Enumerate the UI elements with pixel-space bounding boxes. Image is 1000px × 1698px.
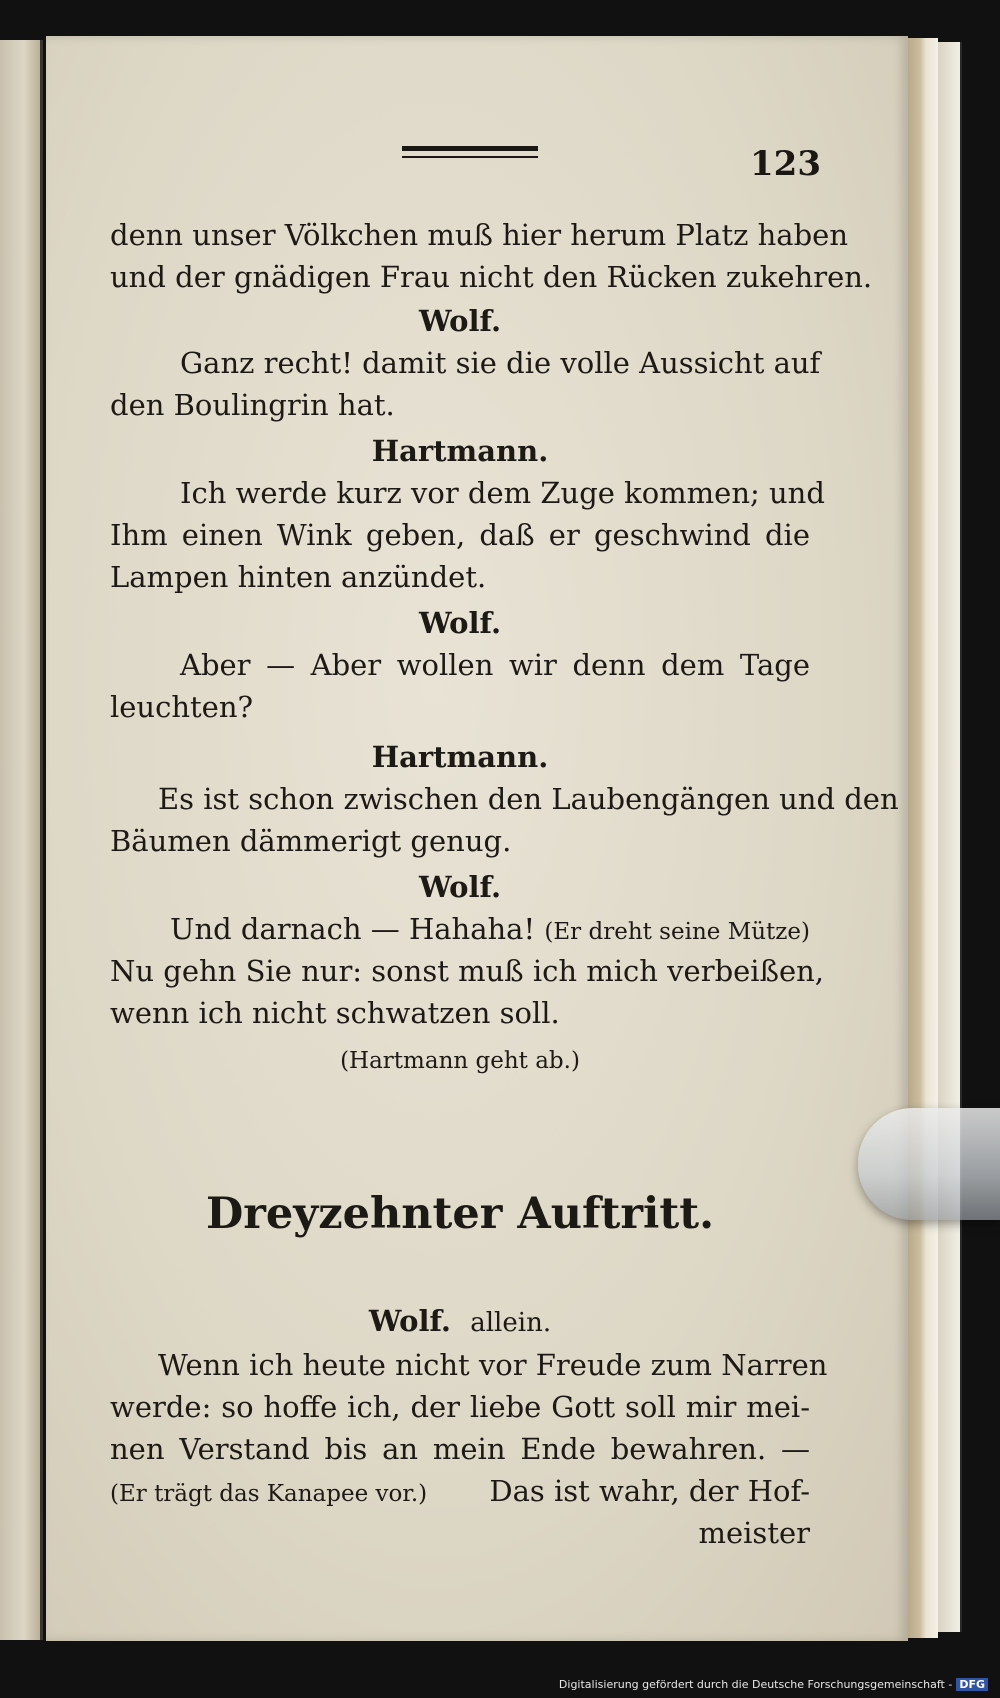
text-line <box>110 1302 810 1342</box>
dfg-logo: DFG <box>956 1678 988 1691</box>
page-clip <box>858 1108 1000 1220</box>
text-line: Wenn ich heute nicht vor Freude zum Narren <box>158 1348 828 1382</box>
left-page-edge <box>0 40 43 1640</box>
text-line: Nu gehn Sie nur: sonst muß ich mich verbeißen, <box>110 954 824 988</box>
scene-heading: Dreyzehnter Auftritt. <box>205 1189 715 1239</box>
text-line: Aber — Aber wollen wir denn dem Tage <box>180 648 810 682</box>
speaker-name: Hartmann. <box>371 740 549 774</box>
text-line: und der gnädigen Frau nicht den Rücken zukehren. <box>110 260 873 294</box>
text-line: Ganz recht! damit sie die volle Aussicht auf <box>180 346 821 380</box>
text-line: nen Verstand bis an mein Ende bewahren. — <box>110 1432 810 1466</box>
text-line: den Boulingrin hat. <box>110 388 395 422</box>
text-line: Ich werde kurz vor dem Zuge kommen; und <box>180 476 825 510</box>
text-line: leuchten? <box>110 690 254 724</box>
speaker-name: Wolf. <box>418 304 502 338</box>
digitization-footer <box>0 1678 988 1691</box>
stage-direction: (Er dreht seine Mütze) <box>544 919 810 945</box>
speaker-name: Wolf. <box>418 606 502 640</box>
speaker-name: Hartmann. <box>371 434 549 468</box>
header-rule <box>402 146 538 158</box>
dialogue-text: Das ist wahr, der Hof- <box>489 1474 810 1508</box>
text-line: Bäumen dämmerigt genug. <box>110 824 512 858</box>
footer-text: Digitalisierung gefördert durch die Deutsche Forschungsgemeinschaft - <box>558 1678 953 1691</box>
page-number: 123 <box>750 144 821 184</box>
catchword: meister <box>698 1516 810 1550</box>
speaker-name: Wolf. <box>418 870 502 904</box>
stage-direction: allein. <box>470 1308 552 1338</box>
page-stack-edge-outer <box>938 42 962 1632</box>
text-line: Lampen hinten anzündet. <box>110 560 487 594</box>
speaker-name: Wolf. <box>368 1304 452 1338</box>
text-line: Es ist schon zwischen den Laubengängen und den <box>158 782 899 816</box>
text-line: Ihm einen Wink geben, daß er geschwind die <box>110 518 810 552</box>
page-stack-edge <box>908 38 938 1638</box>
text-line <box>110 1472 810 1513</box>
text-line <box>110 910 810 951</box>
text-line: denn unser Völkchen muß hier herum Platz haben <box>110 218 848 252</box>
text-line: wenn ich nicht schwatzen soll. <box>110 996 560 1030</box>
dialogue-text: Und darnach — Hahaha! <box>170 912 536 946</box>
text-line: werde: so hoffe ich, der liebe Gott soll mir mei- <box>110 1390 810 1424</box>
stage-direction: (Hartmann geht ab.) <box>340 1048 580 1074</box>
stage-direction: (Er trägt das Kanapee vor.) <box>110 1481 428 1507</box>
